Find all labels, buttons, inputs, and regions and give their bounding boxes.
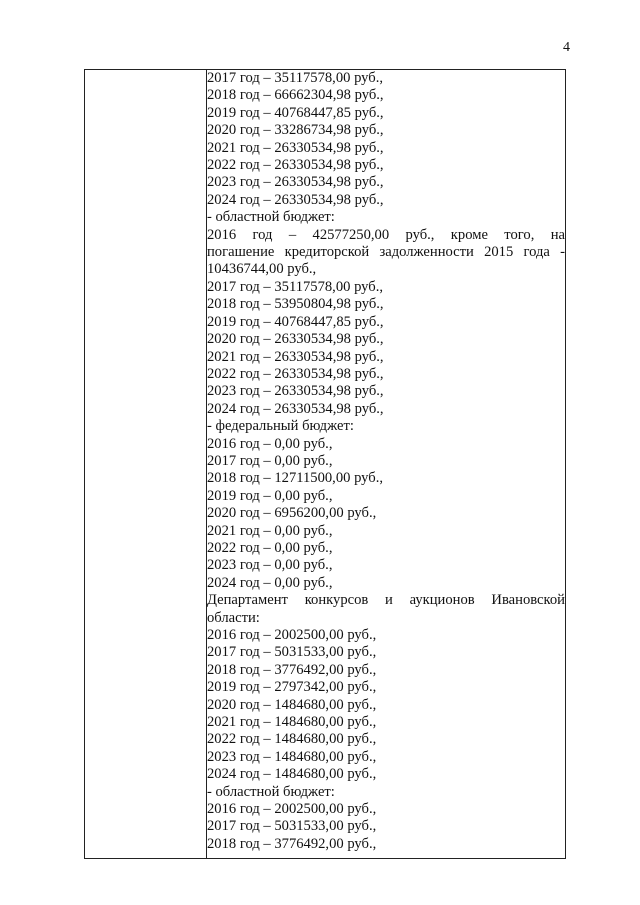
text-line: 2023 год – 0,00 руб.,: [207, 557, 333, 574]
financing-table: [84, 69, 566, 859]
text-line: 2020 год – 1484680,00 руб.,: [207, 696, 377, 713]
text-line: 2021 год – 0,00 руб.,: [207, 522, 333, 539]
text-line: 2019 год – 40768447,85 руб.,: [207, 104, 384, 121]
text-line: области:: [207, 609, 260, 626]
text-line: 2020 год – 6956200,00 руб.,: [207, 505, 377, 522]
text-line: 2016 год – 2002500,00 руб.,: [207, 801, 377, 818]
page-number: 4: [563, 40, 570, 55]
text-line: 2024 год – 26330534,98 руб.,: [207, 191, 384, 208]
text-line: 2022 год – 26330534,98 руб.,: [207, 157, 384, 174]
text-line: 2021 год – 26330534,98 руб.,: [207, 139, 384, 156]
text-line: 2017 год – 35117578,00 руб.,: [207, 278, 384, 295]
text-line: 2017 год – 5031533,00 руб.,: [207, 644, 377, 661]
text-line: 2018 год – 3776492,00 руб.,: [207, 835, 377, 852]
text-line: 2017 год – 0,00 руб.,: [207, 452, 333, 469]
text-line: 2016 год – 2002500,00 руб.,: [207, 627, 377, 643]
text-line: 2019 год – 40768447,85 руб.,: [207, 313, 384, 330]
table-content-cell: [207, 70, 566, 859]
text-line: - областной бюджет:: [207, 783, 335, 800]
funding-lines: [207, 70, 565, 853]
text-line: 2016 год – 0,00 руб.,: [207, 435, 333, 452]
text-line: 10436744,00 руб.,: [207, 261, 317, 278]
text-line: 2021 год – 1484680,00 руб.,: [207, 714, 377, 731]
text-line: 2022 год – 0,00 руб.,: [207, 539, 333, 556]
text-line: 2021 год – 26330534,98 руб.,: [207, 348, 384, 365]
text-line: 2018 год – 12711500,00 руб.,: [207, 470, 384, 487]
text-line: 2017 год – 5031533,00 руб.,: [207, 818, 377, 835]
text-line: 2024 год – 26330534,98 руб.,: [207, 400, 384, 417]
text-line: 2018 год – 66662304,98 руб.,: [207, 87, 384, 104]
text-line: 2022 год – 26330534,98 руб.,: [207, 365, 384, 382]
text-line: 2018 год – 3776492,00 руб.,: [207, 661, 377, 678]
text-line: 2019 год – 2797342,00 руб.,: [207, 679, 377, 696]
text-line: 2020 год – 33286734,98 руб.,: [207, 122, 384, 139]
text-line: 2024 год – 1484680,00 руб.,: [207, 766, 377, 783]
text-line: - областной бюджет:: [207, 209, 335, 226]
text-line: 2023 год – 26330534,98 руб.,: [207, 174, 384, 191]
text-line: 2016 год – 42577250,00 руб., кроме того, на: [207, 226, 565, 243]
text-line: 2018 год – 53950804,98 руб.,: [207, 296, 384, 313]
text-line: 2019 год – 0,00 руб.,: [207, 487, 333, 504]
text-line: - федеральный бюджет:: [207, 418, 354, 435]
table-label-cell: [85, 70, 207, 859]
text-line: 2024 год – 0,00 руб.,: [207, 574, 333, 591]
text-line: погашение кредиторской задолженности 2015 года -: [207, 244, 565, 261]
table-row: [85, 70, 566, 859]
text-line: 2020 год – 26330534,98 руб.,: [207, 331, 384, 348]
text-line: 2023 год – 1484680,00 руб.,: [207, 748, 377, 765]
text-line: 2022 год – 1484680,00 руб.,: [207, 731, 377, 748]
text-line: 2023 год – 26330534,98 руб.,: [207, 383, 384, 400]
text-line: Департамент конкурсов и аукционов Ивановской: [207, 592, 565, 609]
text-line: 2017 год – 35117578,00 руб.,: [207, 70, 384, 86]
